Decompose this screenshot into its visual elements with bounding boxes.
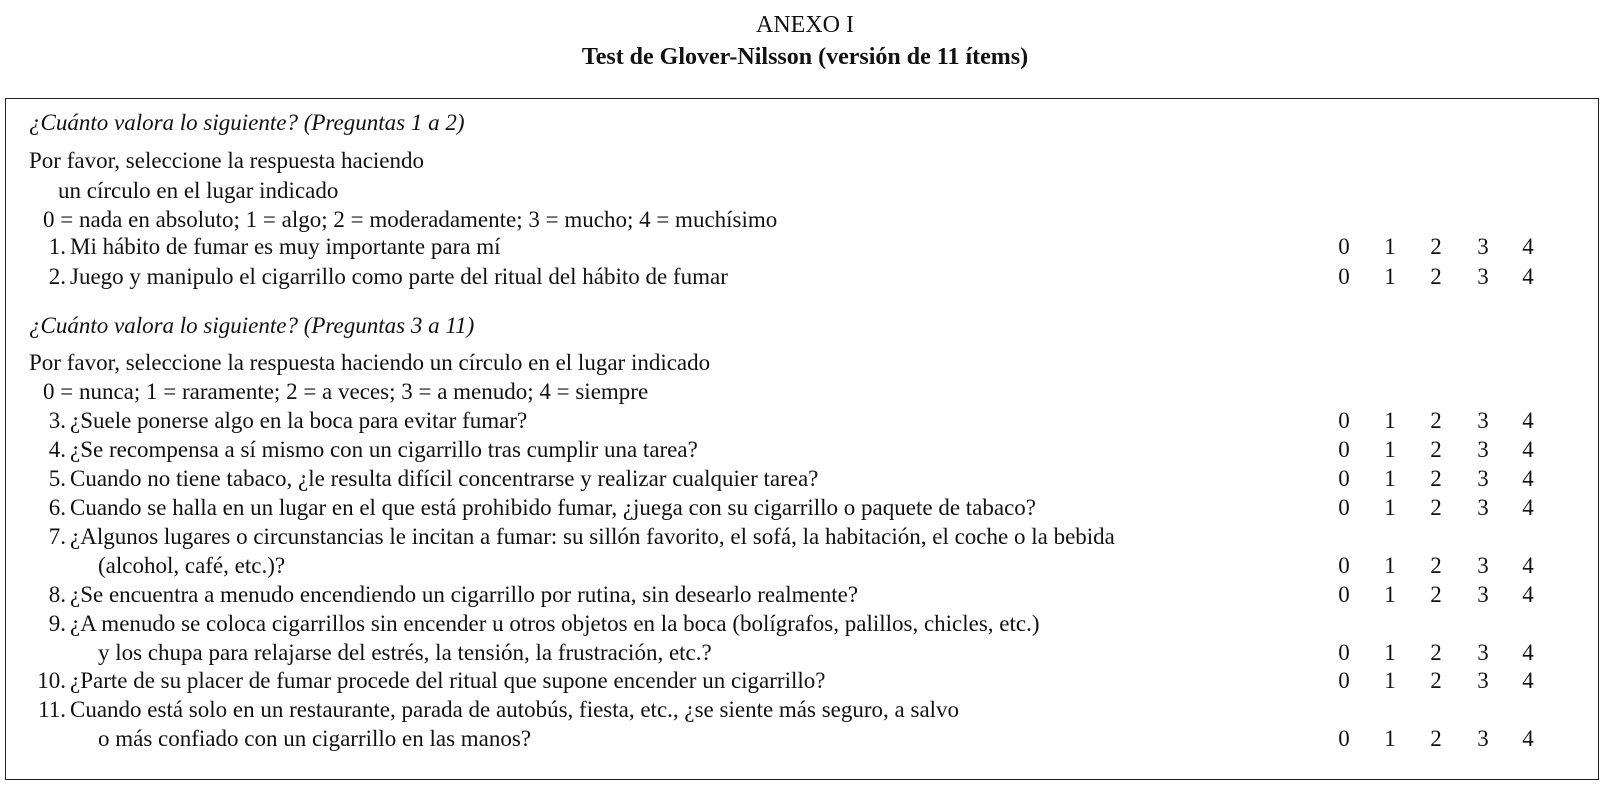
item-number: 3. — [48, 408, 66, 433]
item-text: Juego y manipulo el cigarrillo como parte del ritual del hábito de fumar — [70, 264, 728, 289]
score-option[interactable]: 2 — [1430, 640, 1442, 665]
item-text: y los chupa para relajarse del estrés, la tensión, la frustración, etc.? — [98, 640, 712, 665]
score-option[interactable]: 3 — [1477, 582, 1489, 607]
score-option[interactable]: 0 — [1338, 264, 1350, 289]
score-option[interactable]: 2 — [1430, 582, 1442, 607]
section2-heading: ¿Cuánto valora lo siguiente? (Preguntas 3 a 11) — [29, 313, 475, 338]
section1-scale-legend: 0 = nada en absoluto; 1 = algo; 2 = moderadamente; 3 = mucho; 4 = muchísimo — [43, 207, 778, 232]
score-option[interactable]: 0 — [1338, 437, 1350, 462]
score-option[interactable]: 3 — [1477, 234, 1489, 259]
score-option[interactable]: 2 — [1430, 408, 1442, 433]
score-option[interactable]: 0 — [1338, 640, 1350, 665]
score-option[interactable]: 3 — [1477, 466, 1489, 491]
item-number: 6. — [48, 495, 66, 520]
item-number: 2. — [48, 264, 66, 289]
item-number: 4. — [48, 437, 66, 462]
score-option[interactable]: 3 — [1477, 640, 1489, 665]
score-option[interactable]: 0 — [1338, 726, 1350, 751]
score-option[interactable]: 2 — [1430, 437, 1442, 462]
score-option[interactable]: 4 — [1522, 437, 1534, 462]
section1-heading: ¿Cuánto valora lo siguiente? (Preguntas 1 a 2) — [29, 110, 465, 135]
annex-label: ANEXO I — [756, 12, 854, 38]
score-option[interactable]: 0 — [1338, 495, 1350, 520]
section1-instruction: Por favor, seleccione la respuesta haciendo — [29, 148, 425, 173]
item-text: (alcohol, café, etc.)? — [98, 553, 286, 578]
score-option[interactable]: 2 — [1430, 668, 1442, 693]
score-option[interactable]: 4 — [1522, 234, 1534, 259]
item-number: 11. — [38, 697, 66, 722]
item-number: 7. — [48, 524, 66, 549]
item-text: ¿A menudo se coloca cigarrillos sin encender u otros objetos en la boca (bolígrafos, palillos, chicles, etc.) — [70, 611, 1040, 636]
score-option[interactable]: 0 — [1338, 668, 1350, 693]
score-option[interactable]: 0 — [1338, 553, 1350, 578]
score-option[interactable]: 4 — [1522, 553, 1534, 578]
score-option[interactable]: 1 — [1384, 264, 1396, 289]
item-number: 1. — [48, 234, 66, 259]
item-number: 8. — [48, 582, 66, 607]
item-text: ¿Parte de su placer de fumar procede del ritual que supone encender un cigarrillo? — [70, 668, 826, 693]
score-option[interactable]: 2 — [1430, 466, 1442, 491]
section2-instruction: Por favor, seleccione la respuesta haciendo un círculo en el lugar indicado — [29, 350, 711, 375]
score-option[interactable]: 3 — [1477, 437, 1489, 462]
score-option[interactable]: 2 — [1430, 553, 1442, 578]
score-option[interactable]: 4 — [1522, 640, 1534, 665]
score-option[interactable]: 3 — [1477, 668, 1489, 693]
score-option[interactable]: 4 — [1522, 726, 1534, 751]
score-option[interactable]: 2 — [1430, 495, 1442, 520]
item-text: o más confiado con un cigarrillo en las manos? — [98, 726, 532, 751]
score-option[interactable]: 3 — [1477, 726, 1489, 751]
section2-scale-legend: 0 = nunca; 1 = raramente; 2 = a veces; 3 = a menudo; 4 = siempre — [43, 379, 649, 404]
score-option[interactable]: 1 — [1384, 668, 1396, 693]
score-option[interactable]: 4 — [1522, 582, 1534, 607]
item-text: Cuando está solo en un restaurante, parada de autobús, fiesta, etc., ¿se siente más seguro, a salvo — [70, 697, 960, 722]
section1-instruction-cont: un círculo en el lugar indicado — [58, 178, 339, 203]
score-option[interactable]: 1 — [1384, 408, 1396, 433]
item-number: 9. — [48, 611, 66, 636]
page-title: Test de Glover-Nilsson (versión de 11 ítems) — [581, 44, 1029, 70]
score-option[interactable]: 0 — [1338, 582, 1350, 607]
score-option[interactable]: 3 — [1477, 495, 1489, 520]
score-option[interactable]: 1 — [1384, 640, 1396, 665]
item-text: ¿Algunos lugares o circunstancias le incitan a fumar: su sillón favorito, el sofá, la habitación, el coche o la bebida — [70, 524, 1115, 549]
score-option[interactable]: 1 — [1384, 495, 1396, 520]
score-option[interactable]: 1 — [1384, 437, 1396, 462]
item-number: 5. — [48, 466, 66, 491]
item-number: 10. — [37, 668, 66, 693]
score-option[interactable]: 2 — [1430, 264, 1442, 289]
item-text: Cuando no tiene tabaco, ¿le resulta difícil concentrarse y realizar cualquier tarea? — [70, 466, 819, 491]
item-text: ¿Se recompensa a sí mismo con un cigarrillo tras cumplir una tarea? — [70, 437, 698, 462]
score-option[interactable]: 2 — [1430, 234, 1442, 259]
score-option[interactable]: 1 — [1384, 553, 1396, 578]
score-option[interactable]: 1 — [1384, 466, 1396, 491]
score-option[interactable]: 4 — [1522, 466, 1534, 491]
score-option[interactable]: 2 — [1430, 726, 1442, 751]
score-option[interactable]: 4 — [1522, 495, 1534, 520]
score-option[interactable]: 1 — [1384, 582, 1396, 607]
item-text: ¿Se encuentra a menudo encendiendo un cigarrillo por rutina, sin desearlo realmente? — [70, 582, 859, 607]
item-text: Mi hábito de fumar es muy importante para mí — [70, 234, 501, 259]
score-option[interactable]: 4 — [1522, 668, 1534, 693]
score-option[interactable]: 0 — [1338, 234, 1350, 259]
score-option[interactable]: 1 — [1384, 234, 1396, 259]
score-option[interactable]: 4 — [1522, 264, 1534, 289]
score-option[interactable]: 3 — [1477, 553, 1489, 578]
score-option[interactable]: 3 — [1477, 408, 1489, 433]
score-option[interactable]: 3 — [1477, 264, 1489, 289]
score-option[interactable]: 1 — [1384, 726, 1396, 751]
item-text: ¿Suele ponerse algo en la boca para evitar fumar? — [70, 408, 528, 433]
score-option[interactable]: 0 — [1338, 408, 1350, 433]
questionnaire-box — [5, 98, 1599, 780]
score-option[interactable]: 4 — [1522, 408, 1534, 433]
score-option[interactable]: 0 — [1338, 466, 1350, 491]
item-text: Cuando se halla en un lugar en el que está prohibido fumar, ¿juega con su cigarrillo o paquete de tabaco? — [70, 495, 1036, 520]
